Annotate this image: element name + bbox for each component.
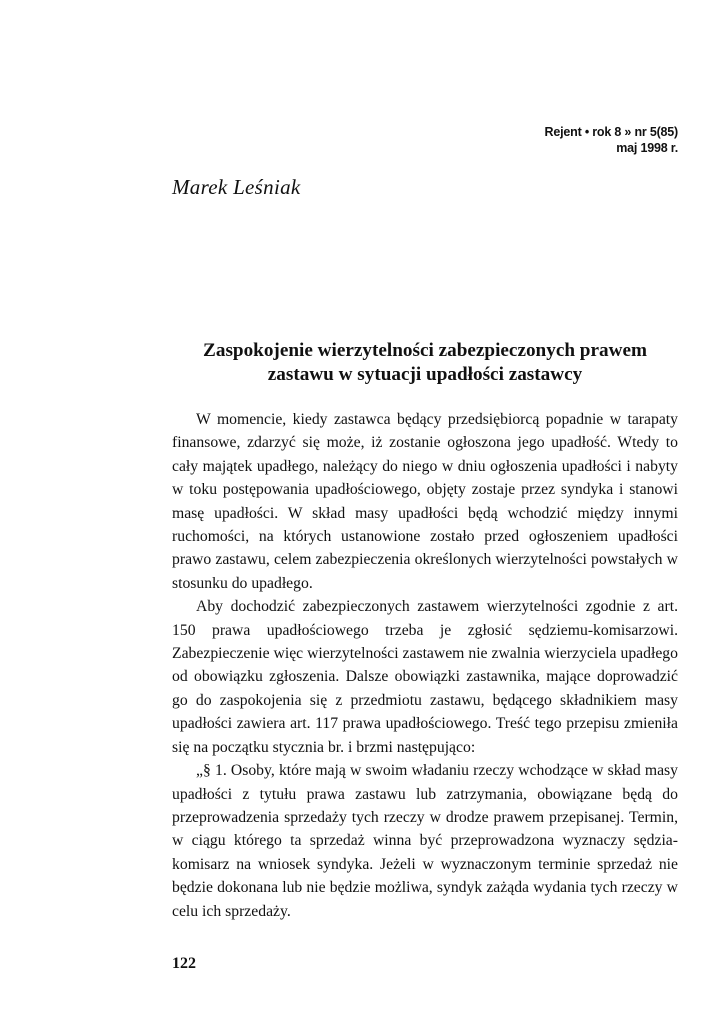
article-title-line-1: Zaspokojenie wierzytelności zabezpieczonych prawem (203, 340, 647, 361)
journal-header (545, 124, 678, 156)
article-title (172, 339, 678, 387)
page-number: 122 (172, 955, 196, 972)
article-body (172, 408, 678, 923)
body-paragraph: W momencie, kiedy zastawca będący przedsiębiorcą popadnie w tarapaty finansowe, zdarzyć się może, iż zostanie ogłoszona jego upadłość. Wtedy to cały majątek upadłego, należący do niego w dniu ogłoszenia upadłości i nabyty w toku postępowania upadłościowego, objęty zostaje przez syndyka i stanowi masę upadłości. W skład masy upadłości będą wchodzić między innymi ruchomości, na których ustanowione zostało przed ogłoszeniem upadłości prawo zastawu, celem zabezpieczenia określonych wierzytelności powstałych w stosunku do upadłego. (172, 411, 678, 592)
journal-date-line: maj 1998 r. (616, 141, 678, 155)
body-paragraph: Aby dochodzić zabezpieczonych zastawem wierzytelności zgodnie z art. 150 prawa upadłościowego trzeba je zgłosić sędziemu-komisarzowi. Zabezpieczenie więc wierzytelności zastawem nie zwalnia wierzyciela upadłego od obowiązku zgłoszenia. Dalsze obowiązki zastawnika, mające doprowadzić go do zaspokojenia się z przedmiotu zastawu, będącego składnikiem masy upadłości zawiera art. 117 prawa upadłościowego. Treść tego przepisu zmieniła się na początku stycznia br. i brzmi następująco: (172, 598, 678, 756)
body-paragraph-quote: „§ 1. Osoby, które mają w swoim władaniu rzeczy wchodzące w skład masy upadłości z tytułu prawa zastawu lub zatrzymania, obowiązane będą do przeprowadzenia sprzedaży tych rzeczy w drodze prawem przepisanej. Termin, w ciągu którego ta sprzedaż winna być przeprowadzona wyznaczy sędzia-komisarz na wniosek syndyka. Jeżeli w wyznaczonym terminie sprzedaż nie będzie dokonana lub nie będzie możliwa, syndyk zażąda wydania tych rzeczy w celu ich sprzedaży. (172, 762, 678, 920)
article-title-line-2: zastawu w sytuacji upadłości zastawcy (267, 364, 583, 385)
author-name: Marek Leśniak (172, 175, 301, 199)
journal-issue-line: Rejent • rok 8 » nr 5(85) (544, 125, 678, 139)
